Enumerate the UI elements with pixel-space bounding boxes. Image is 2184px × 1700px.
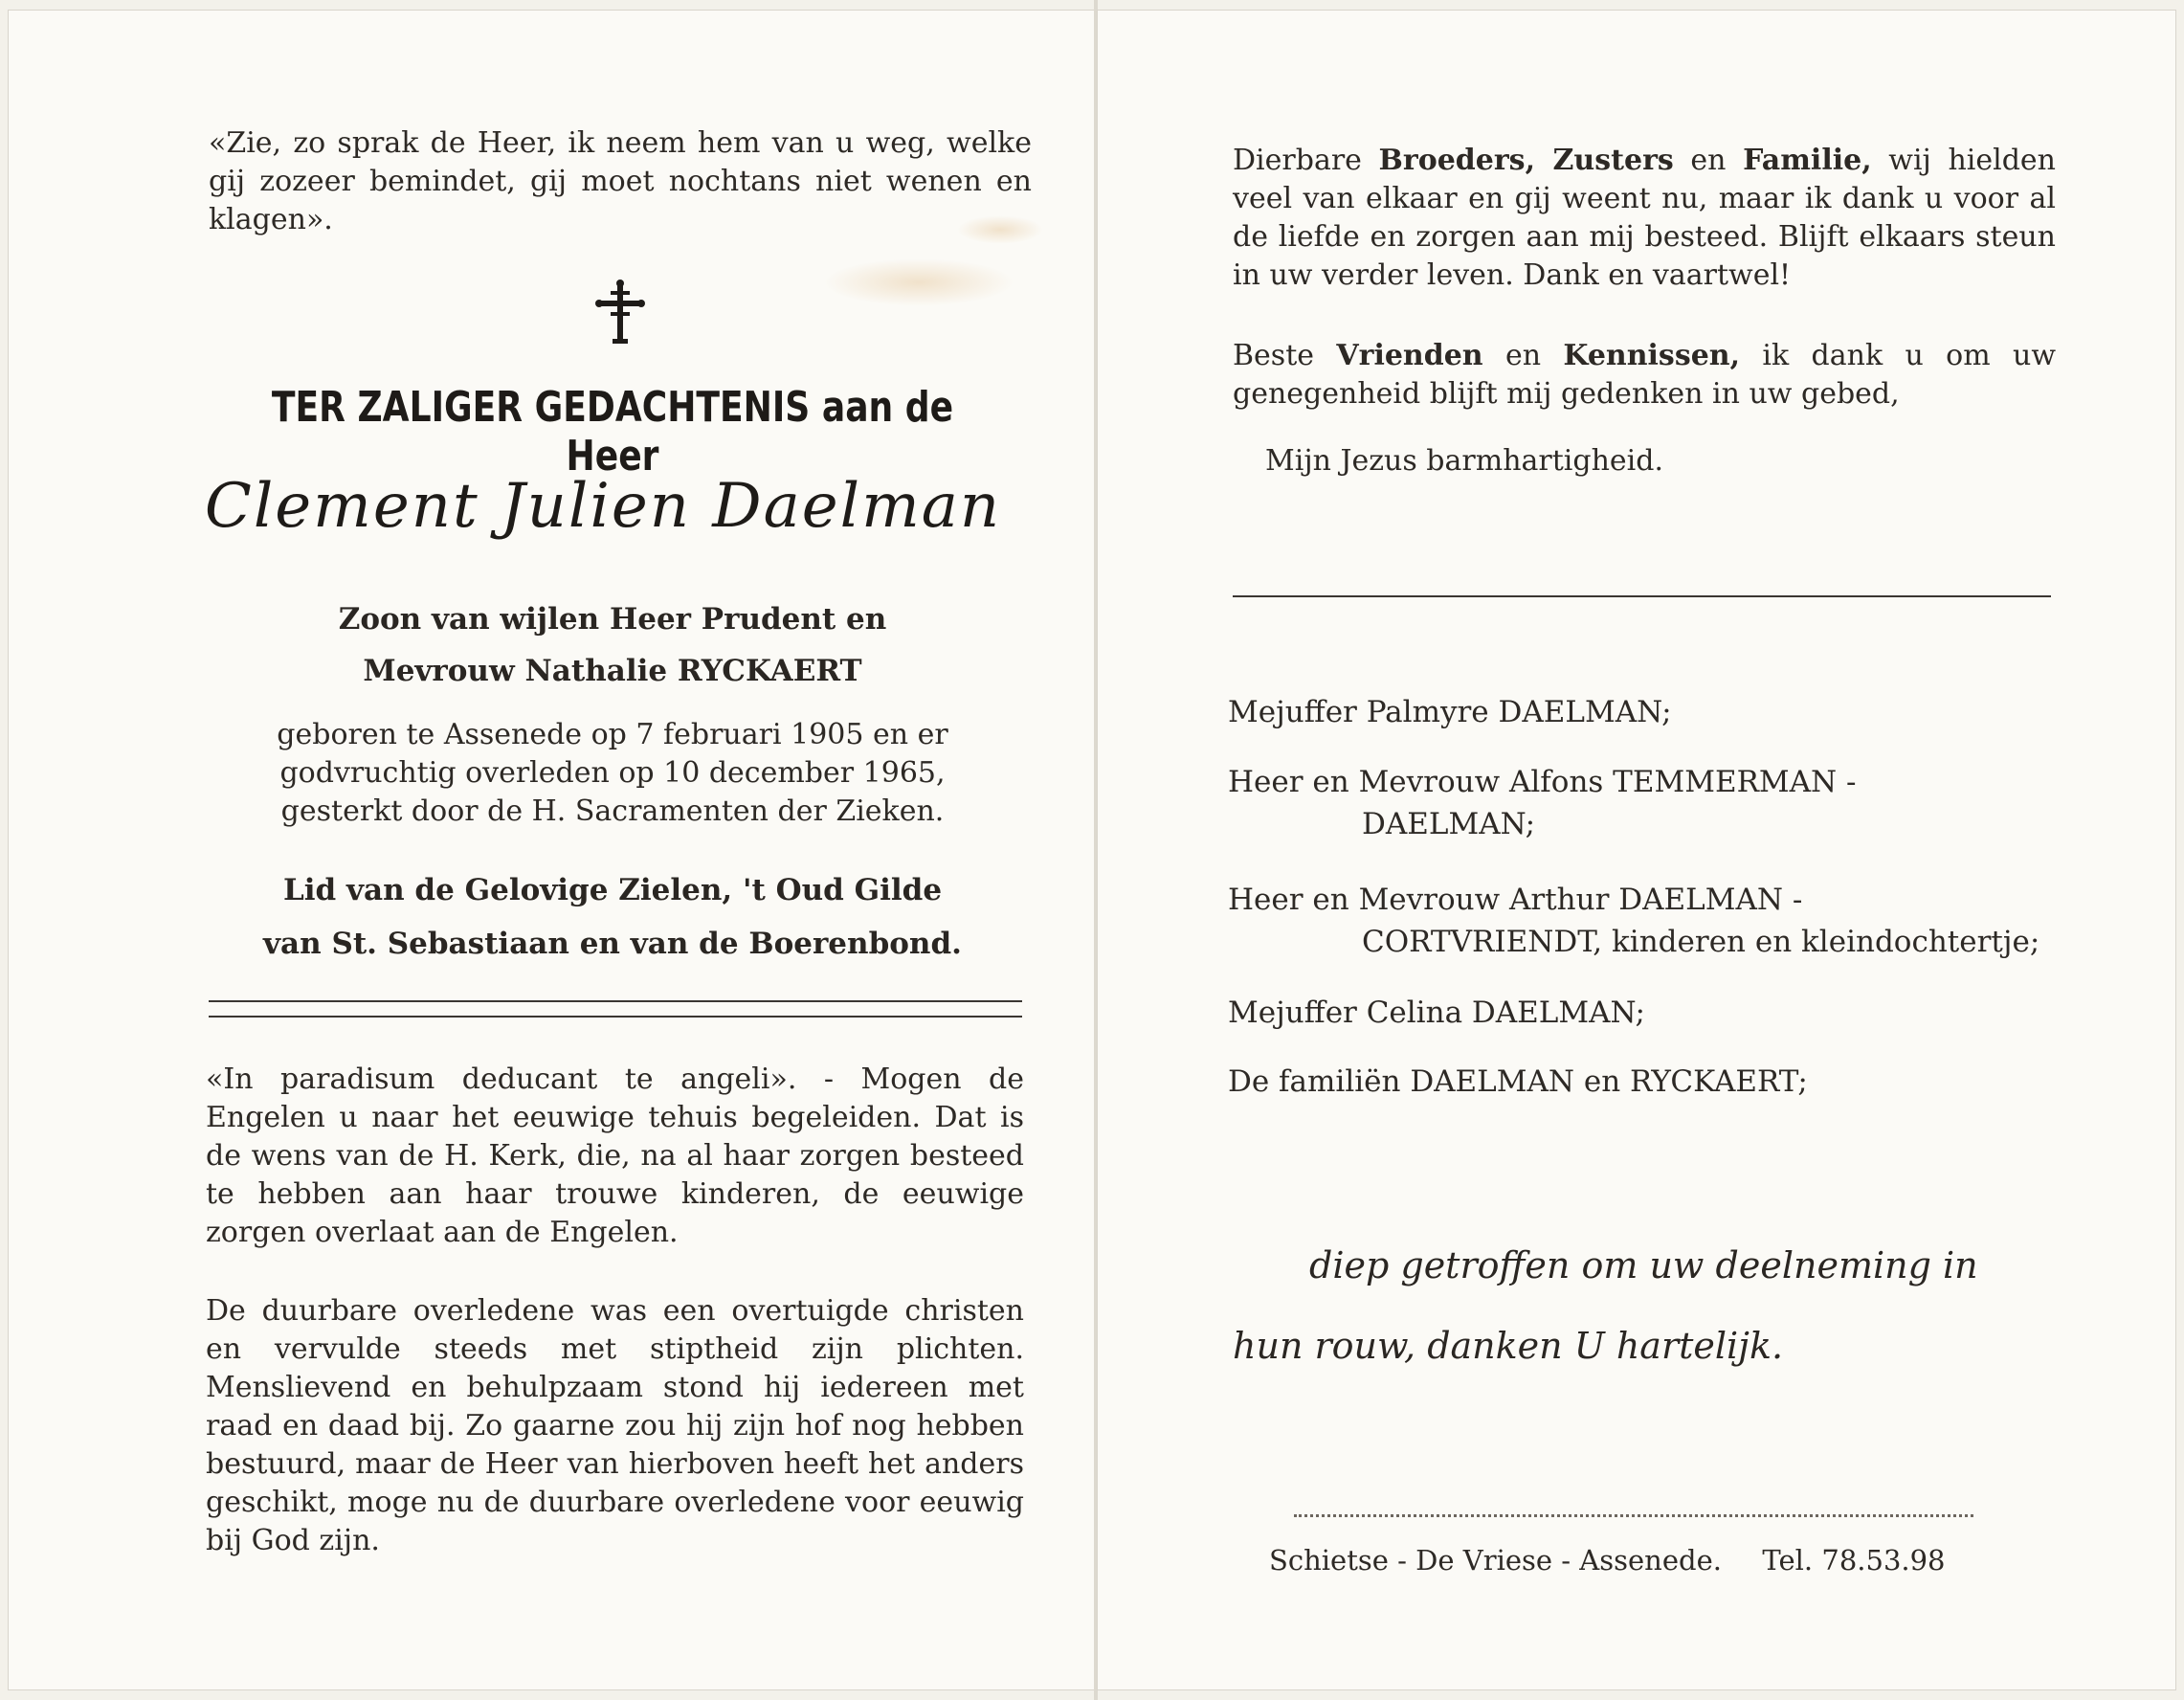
birth-death: geboren te Assenede op 7 februari 1905 en er godvruchtig overleden op 10 december 1965, gesterkt door de H. Sacramenten der Zieken. [277, 718, 948, 828]
dotted-divider [1294, 1514, 1973, 1517]
family-list-item: De familiën DAELMAN en RYCKAERT; [1228, 1064, 1808, 1099]
printer-line [1269, 1541, 2054, 1579]
eulogy-paragraph: De duurbare overledene was een overtuigde christen en vervulde steeds met stiptheid zijn plichten. Menslievend en behulpzaam stond hij iedereen met raad en daad bij. Zo gaarne zou hij zijn hof nog hebben bestuurd, maar de Heer van hierboven heeft het anders geschikt, moge nu de duurbare overledene voor eeuwig bij God zijn. [206, 1294, 1024, 1557]
divider-right [1233, 595, 2051, 597]
membership-line-2: van St. Sebastiaan en van de Boerenbond. [263, 927, 962, 961]
prayer-line: Mijn Jezus barmhartigheid. [1265, 444, 1664, 478]
membership-line-1: Lid van de Gelovige Zielen, 't Oud Gilde [282, 873, 943, 907]
parents-line-2: Mevrouw Nathalie RYCKAERT [363, 654, 862, 688]
friends-farewell: Beste Vrienden en Kennissen, ik dank u om uw genegenheid blijft mij gedenken in uw gebed, [1233, 339, 2056, 411]
family-list-item: Mejuffer Celina DAELMAN; [1228, 995, 1645, 1030]
parents-block [191, 593, 1034, 697]
divider-bottom [209, 1016, 1022, 1018]
parents-line-1: Zoon van wijlen Heer Prudent en [338, 602, 887, 637]
heading-caps: TER ZALIGER GEDACHTENIS [271, 383, 811, 432]
paradisum-paragraph: «In paradisum deducant te angeli». - Mogen de Engelen u naar het eeuwige tehuis begeleiden. Dat is de wens van de H. Kerk, die, na al haar zorgen besteed te hebben aan haar trouwe kinderen, de eeuwige zorgen overlaat aan de Engelen. [206, 1062, 1024, 1249]
opening-quote: «Zie, zo sprak de Heer, ik neem hem van u weg, welke gij zozeer bemindet, gij moet nochtans niet wenen en klagen». [209, 126, 1032, 236]
printer-tel: Tel. 78.53.98 [1762, 1544, 1946, 1577]
family-farewell: Dierbare Broeders, Zusters en Familie, wij hielden veel van elkaar en gij weent nu, maar ik dank u voor al de liefde en zorgen aan mij besteed. Blijft elkaars steun in uw verder leven. Dank en vaartwel! [1233, 144, 2056, 292]
printer-name: Schietse - De Vriese - Assenede. [1269, 1544, 1722, 1577]
membership-block [191, 863, 1034, 971]
paper-stain [823, 258, 1014, 306]
family-list-item: Heer en Mevrouw Arthur DAELMAN - CORTVRIENDT, kinderen en kleindochtertje; [1228, 883, 2040, 959]
family-list-item: Heer en Mevrouw Alfons TEMMERMAN - DAELMAN; [1228, 765, 1857, 841]
divider-top [209, 1000, 1022, 1002]
deceased-name: Clement Julien Daelman [204, 471, 1002, 542]
cross-icon [586, 278, 655, 347]
heading-rest: aan de Heer [566, 383, 954, 481]
family-list-item: Mejuffer Palmyre DAELMAN; [1228, 695, 1672, 729]
memorial-heading [191, 383, 1034, 481]
thanks-message: diep getroffen om uw deelneming in hun rouw, danken U hartelijk. [1233, 1244, 1978, 1367]
